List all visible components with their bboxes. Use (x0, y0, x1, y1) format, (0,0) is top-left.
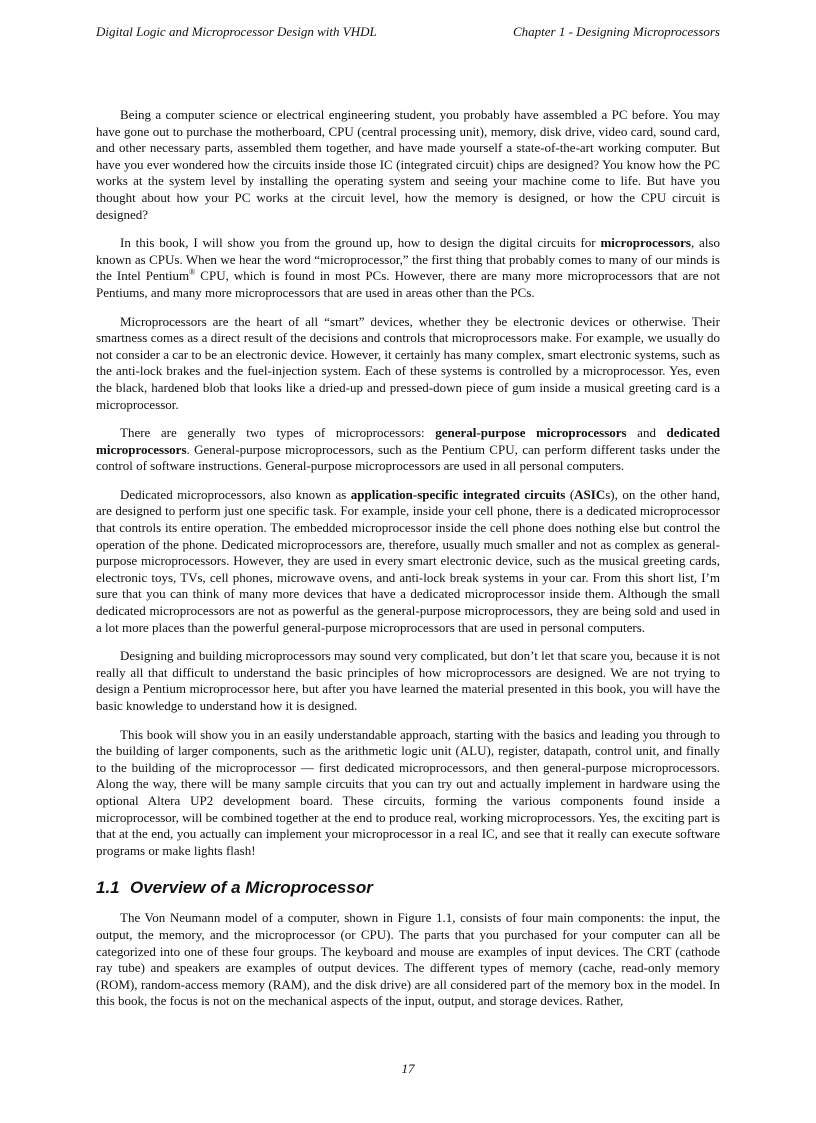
text-run: and (626, 425, 667, 441)
paragraph-dedicated-microprocessors (96, 487, 720, 636)
header-book-title: Digital Logic and Microprocessor Design with VHDL (96, 24, 377, 39)
text-run: In this book, I will show you from the ground up, how to design the digital circuits for (120, 235, 601, 251)
document-body (96, 107, 720, 1022)
paragraph-microprocessors-intro (96, 235, 720, 301)
bold-term-asic-full: application-specific integrated circuits (350, 486, 566, 502)
paragraph-book-approach: This book will show you in an easily understandable approach, starting with the basics and leading you through to the building of larger components, such as the arithmetic logic unit (ALU), register, datapath, control unit, and finally to the building of the microprocessor — first dedicated microprocessors, and then general-purpose microprocessors. Along the way, there will be many sample circuits that you can try out and actually implement in hardware using the optional Altera UP2 development board. These circuits, forming the various components found inside a microprocessor, will be combined together at the end to produce real, working microprocessors. Yes, the exciting part is that at the end, you actually can implement your microprocessor in a real IC, and see that it really can execute software programs or make lights flash! (96, 726, 720, 858)
paragraph-two-types (96, 425, 720, 475)
paragraph-designing-building: Designing and building microprocessors may sound very complicated, but don’t let that scare you, because it is not really all that difficult to understand the basic principles of how microprocessors are designed. We are not trying to design a Pentium microprocessor here, but after you have learned the material presented in this book, you will have the basic knowledge to understand how it is designed. (96, 648, 720, 713)
section-title: Overview of a Microprocessor (130, 878, 373, 898)
text-run: ( (565, 486, 575, 502)
text-run: CPU, which is found in most PCs. However, there are many more microprocessors that are not Pentiums, and many more microprocessors that are used in areas other than the PCs. (96, 268, 720, 300)
bold-term-dedicated: dedicated microprocessors (96, 425, 720, 457)
text-run: , also known as CPUs. When we hear the word “microprocessor,” the first thing that probably comes to many of our minds is the Intel Pentium (96, 235, 720, 284)
text-run: . General-purpose microprocessors, such as the Pentium CPU, can perform different tasks under the control of software instructions. General-purpose microprocessors are used in all personal computers. (96, 441, 720, 474)
page-number: 17 (401, 1061, 415, 1076)
text-run: Dedicated microprocessors, also known as (120, 486, 351, 502)
section-heading (96, 877, 720, 899)
bold-term-microprocessors: microprocessors (600, 235, 691, 251)
bold-term-general-purpose: general-purpose microprocessors (435, 425, 627, 441)
text-run: There are generally two types of microprocessors: (120, 425, 436, 441)
registered-mark: ® (189, 268, 196, 278)
paragraph-von-neumann: The Von Neumann model of a computer, shown in Figure 1.1, consists of four main components: the input, the output, the memory, and the microprocessor (or CPU). The parts that you purchased for your computer can all be categorized into one of these four groups. The keyboard and mouse are examples of input devices. The CRT (cathode ray tube) and speakers are examples of output devices. The different types of memory (cache, read-only memory (ROM), random-access memory (RAM), and the disk drive) are all considered part of the memory box in the model. In this book, the focus is not on the mechanical aspects of the input, output, and storage devices. Rather, (96, 910, 720, 1009)
paragraph-pc-assembly: Being a computer science or electrical engineering student, you probably have assembled a PC before. You may have gone out to purchase the motherboard, CPU (central processing unit), memory, disk drive, video card, sound card, and other necessary parts, assembled them together, and have made yourself a state-of-the-art working computer. But have you ever wondered how the circuits inside those IC (integrated circuit) chips are designed? You know how the PC works at the system level by installing the operating system and seeing your machine come to life. But have you thought about how your PC works at the circuit level, how the memory is designed, or how the CPU circuit is designed? (96, 107, 720, 222)
bold-term-asic: ASIC (574, 486, 606, 502)
text-run: s), on the other hand, are designed to perform just one specific task. For example, inside your cell phone, there is a dedicated microprocessor that controls its entire operation. The embedded microprocessor inside the cell phone does nothing else but control the operation of the phone. Dedicated microprocessors are, therefore, usually much smaller and not as complex as general-purpose microprocessors. However, they are used in every smart electronic device, such as the musical greeting cards, electronic toys, TVs, cell phones, microwave ovens, and anti-lock break systems in your car. From this short list, I’m sure that you can think of many more devices that have a dedicated microprocessor inside them. Although the small dedicated microprocessors are not as powerful as the general-purpose microprocessors, they are being sold and used in a lot more places than the powerful general-purpose microprocessors that are used in personal computers. (96, 486, 720, 635)
paragraph-smart-devices: Microprocessors are the heart of all “smart” devices, whether they be electronic devices or otherwise. Their smartness comes as a direct result of the decisions and controls that microprocessors make. For example, we usually do not consider a car to be an electronic device. However, it certainly has many complex, smart electronic systems, such as the anti-lock brakes and the fuel-injection system. Each of these systems is controlled by a microprocessor. Yes, even the black, hardened blob that looks like a dried-up and pressed-down piece of gum inside a musical greeting card is a microprocessor. (96, 313, 720, 412)
section-number: 1.1 (96, 878, 120, 898)
header-chapter-title: Chapter 1 - Designing Microprocessors (512, 24, 720, 39)
running-header (96, 24, 720, 44)
